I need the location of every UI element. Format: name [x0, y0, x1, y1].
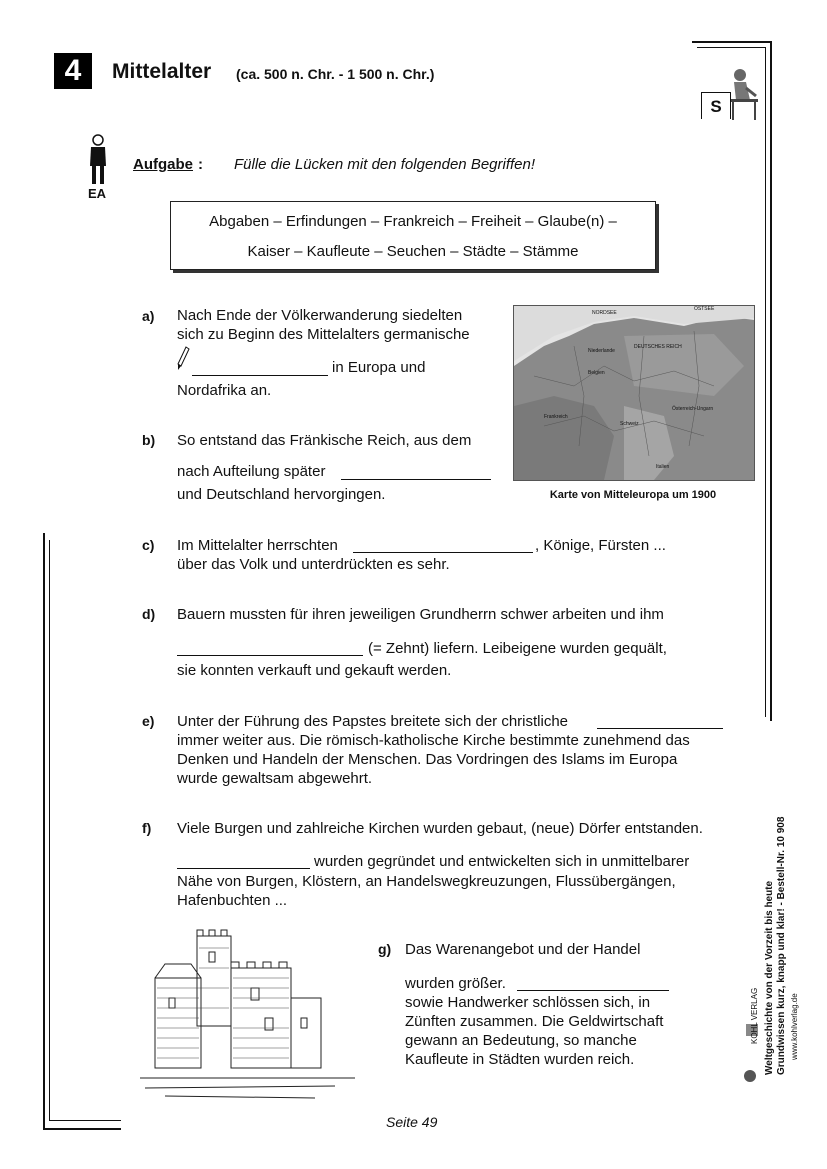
task-colon: : — [198, 156, 203, 173]
map-central-europe — [513, 305, 755, 481]
map-label-schweiz: Schweiz — [620, 421, 639, 427]
item-f-line-1: Viele Burgen und zahlreiche Kirchen wurden gebaut, (neue) Dörfer entstanden. — [177, 820, 703, 837]
item-e-line-4: wurde gewaltsam abgewehrt. — [177, 770, 373, 787]
map-label-belgien: Belgien — [588, 370, 605, 376]
student-desk-icon — [728, 66, 760, 122]
blank-a[interactable] — [192, 361, 328, 376]
map-label-ostsee: OSTSEE — [694, 306, 715, 312]
item-b-line-2: nach Aufteilung später — [177, 463, 326, 480]
item-g-line-5: gewann an Bedeutung, so manche — [405, 1032, 637, 1049]
item-a-line-4: Nordafrika an. — [177, 382, 272, 399]
item-d-line-1: Bauern mussten für ihren jeweiligen Grundherrn schwer arbeiten und ihm — [177, 606, 664, 623]
word-bank — [170, 201, 656, 270]
side-publisher-url: www.kohlverlag.de — [790, 993, 799, 1060]
item-g-letter: g) — [378, 941, 392, 957]
item-g-line-1: Das Warenangebot und der Handel — [405, 941, 641, 958]
map-label-nordsee: NORDSEE — [592, 310, 617, 316]
item-e-letter: e) — [142, 713, 155, 729]
item-f-letter: f) — [142, 820, 152, 836]
publisher-name: KOHL VERLAG — [750, 987, 759, 1044]
task-label: Aufgabe — [133, 156, 193, 173]
item-d-line-2: (= Zehnt) liefern. Leibeigene wurden gequält, — [368, 640, 667, 657]
item-g-line-6: Kaufleute in Städten wurden reich. — [405, 1051, 635, 1068]
item-g-line-4: Zünften zusammen. Die Geldwirtschaft — [405, 1013, 664, 1030]
blank-c[interactable] — [353, 538, 533, 553]
item-c-line-1b: , Könige, Fürsten ... — [535, 537, 666, 554]
item-e-line-3: Denken und Handeln der Menschen. Das Vordringen des Islams im Europa — [177, 751, 678, 768]
item-a-line-2: sich zu Beginn des Mittelalters germanische — [177, 326, 470, 343]
frame-left — [43, 533, 45, 1130]
item-c-line-2: über das Volk und unterdrückten es sehr. — [177, 556, 450, 573]
word-bank-line-2: Kaiser – Kaufleute – Seuchen – Städte – Stämme — [247, 243, 579, 260]
item-c-line-1a: Im Mittelalter herrschten — [177, 537, 338, 554]
item-f-line-3: Nähe von Burgen, Klöstern, an Handelswegkreuzungen, Flussübergängen, — [177, 873, 676, 890]
blank-e[interactable] — [597, 714, 723, 729]
item-d-line-3: sie konnten verkauft und gekauft werden. — [177, 662, 452, 679]
item-b-line-3: und Deutschland hervorgingen. — [177, 486, 386, 503]
blank-f[interactable] — [177, 854, 310, 869]
social-form-badge: S — [701, 92, 731, 119]
side-series-title: Weltgeschichte von der Vorzeit bis heute Grundwissen kurz, knapp und klar! - Bestell-Nr. 10 908 — [764, 816, 787, 1075]
task-instruction: Fülle die Lücken mit den folgenden Begriffen! — [234, 156, 536, 173]
item-g-line-2: wurden größer. — [405, 975, 506, 992]
frame-left-2 — [49, 540, 50, 1120]
map-label-deutsches-reich: DEUTSCHES REICH — [634, 344, 682, 350]
work-mode-label: EA — [88, 186, 107, 201]
blank-b[interactable] — [341, 465, 491, 480]
map-label-frankreich: Frankreich — [544, 414, 568, 420]
frame-bottom-left-2 — [49, 1120, 121, 1121]
frame-right — [770, 41, 772, 721]
word-bank-line-1: Abgaben – Erfindungen – Frankreich – Freiheit – Glaube(n) – — [209, 213, 617, 230]
map-label-oesterreich: Österreich-Ungarn — [672, 406, 714, 412]
item-c-letter: c) — [142, 537, 155, 553]
item-f-line-4: Hafenbuchten ... — [177, 892, 288, 909]
item-f-line-2: wurden gegründet und entwickelten sich in unmittelbarer — [314, 853, 690, 870]
pencil-icon — [176, 346, 190, 372]
frame-right-2 — [765, 47, 766, 717]
page-subtitle: (ca. 500 n. Chr. - 1 500 n. Chr.) — [236, 66, 435, 82]
item-d-letter: d) — [142, 606, 156, 622]
item-b-line-1: So entstand das Fränkische Reich, aus dem — [177, 432, 472, 449]
item-b-letter: b) — [142, 432, 156, 448]
page-title: Mittelalter — [112, 60, 212, 83]
item-e-line-1: Unter der Führung des Papstes breitete sich der christliche — [177, 713, 569, 730]
item-g-line-3: sowie Handwerker schlössen sich, in — [405, 994, 651, 1011]
frame-top-right — [692, 41, 770, 43]
blank-g[interactable] — [517, 976, 669, 991]
item-a-line-1: Nach Ende der Völkerwanderung siedelten — [177, 307, 463, 324]
page-number: Seite 49 — [386, 1114, 438, 1130]
frame-top-right-2 — [697, 47, 765, 48]
frame-bottom-left — [43, 1128, 121, 1130]
map-caption: Karte von Mitteleuropa um 1900 — [549, 489, 717, 501]
person-icon — [87, 134, 109, 186]
item-a-letter: a) — [142, 308, 155, 324]
item-e-line-2: immer weiter aus. Die römisch-katholische Kirche bestimmte zunehmend das — [177, 732, 690, 749]
chapter-number: 4 — [54, 53, 92, 89]
castle-illustration — [135, 928, 367, 1104]
item-a-line-3: in Europa und — [332, 359, 426, 376]
map-label-italien: Italien — [656, 464, 670, 470]
blank-d[interactable] — [177, 641, 363, 656]
map-label-niederlande: Niederlande — [588, 348, 615, 354]
